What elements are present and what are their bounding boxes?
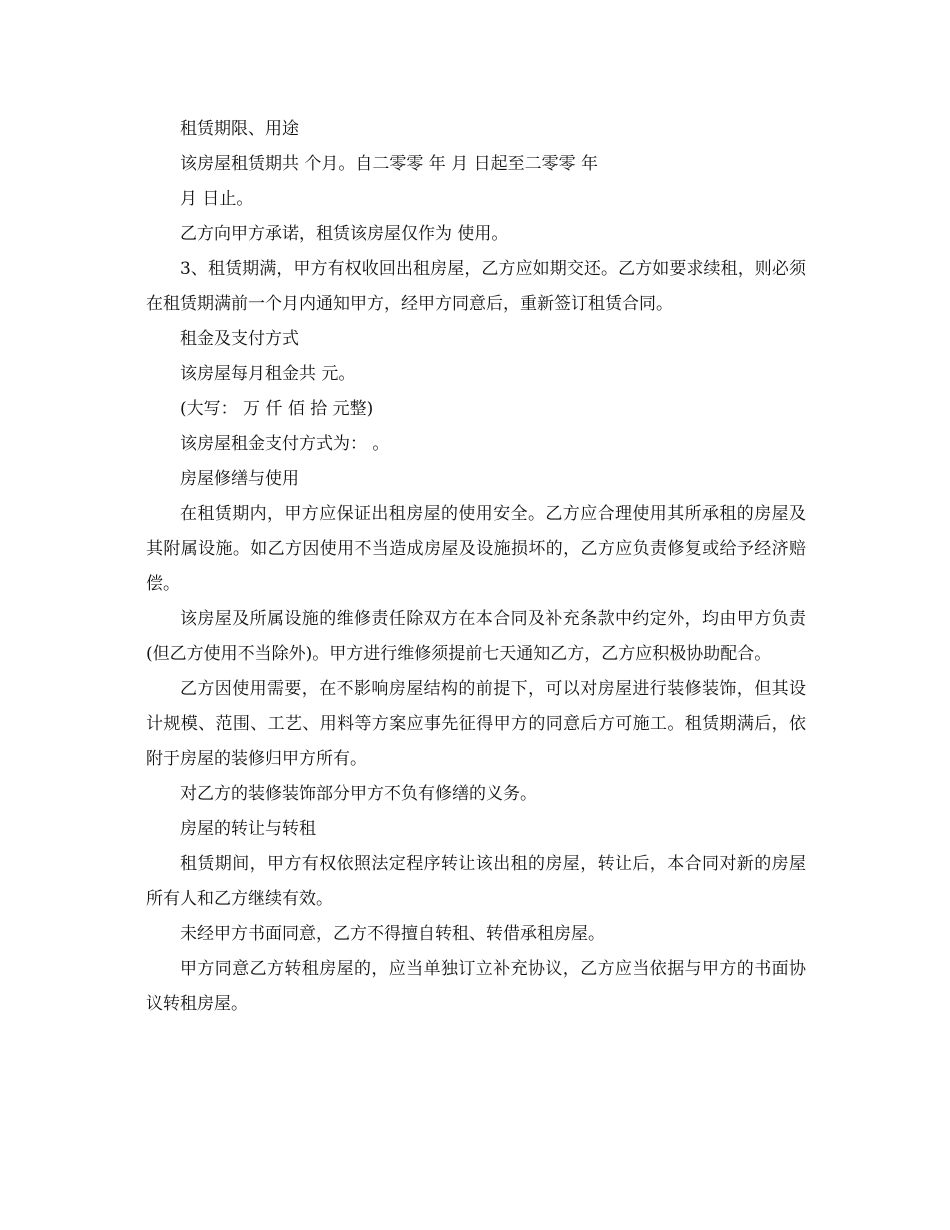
paragraph-renewal: 3、租赁期满，甲方有权收回出租房屋，乙方应如期交还。乙方如要求续租，则必须在租赁期满前一个月内通知甲方，经甲方同意后，重新签订租赁合同。 xyxy=(146,259,806,314)
document-body xyxy=(146,112,806,1022)
paragraph-payment-method: 该房屋租金支付方式为： 。 xyxy=(180,434,390,454)
paragraph-rent-in-words: (大写： 万 仟 佰 拾 元整) xyxy=(180,399,374,419)
section-heading-term-use: 租赁期限、用途 xyxy=(180,119,299,139)
paragraph-lease-term-end: 月 日止。 xyxy=(180,189,254,209)
paragraph-transfer: 租赁期间，甲方有权依照法定程序转让该出租的房屋，转让后，本合同对新的房屋所有人和乙方继续有效。 xyxy=(146,854,806,909)
section-heading-repair-use: 房屋修缮与使用 xyxy=(180,469,299,489)
paragraph-monthly-rent: 该房屋每月租金共 元。 xyxy=(180,364,356,384)
paragraph-decoration: 乙方因使用需要，在不影响房屋结构的前提下，可以对房屋进行装修装饰，但其设计规模、范围、工艺、用料等方案应事先征得甲方的同意后方可施工。租赁期满后，依附于房屋的装修归甲方所有。 xyxy=(146,679,806,769)
paragraph-sublease-agreement: 甲方同意乙方转租房屋的，应当单独订立补充协议，乙方应当依据与甲方的书面协议转租房屋。 xyxy=(146,959,806,1014)
section-heading-rent-payment: 租金及支付方式 xyxy=(180,329,299,349)
section-heading-transfer-sublease: 房屋的转让与转租 xyxy=(180,819,316,839)
paragraph-no-sublease: 未经甲方书面同意，乙方不得擅自转租、转借承租房屋。 xyxy=(180,924,605,944)
paragraph-maintenance-duty: 该房屋及所属设施的维修责任除双方在本合同及补充条款中约定外，均由甲方负责(但乙方使用不当除外)。甲方进行维修须提前七天通知乙方，乙方应积极协助配合。 xyxy=(146,609,806,664)
paragraph-usage-promise: 乙方向甲方承诺，租赁该房屋仅作为 使用。 xyxy=(180,224,509,244)
paragraph-safe-use: 在租赁期内，甲方应保证出租房屋的使用安全。乙方应合理使用其所承租的房屋及其附属设施。如乙方因使用不当造成房屋及设施损坏的，乙方应负责修复或给予经济赔偿。 xyxy=(146,504,806,594)
paragraph-decoration-repair: 对乙方的装修装饰部分甲方不负有修缮的义务。 xyxy=(180,784,537,804)
paragraph-lease-term: 该房屋租赁期共 个月。自二零零 年 月 日起至二零零 年 xyxy=(180,154,599,174)
